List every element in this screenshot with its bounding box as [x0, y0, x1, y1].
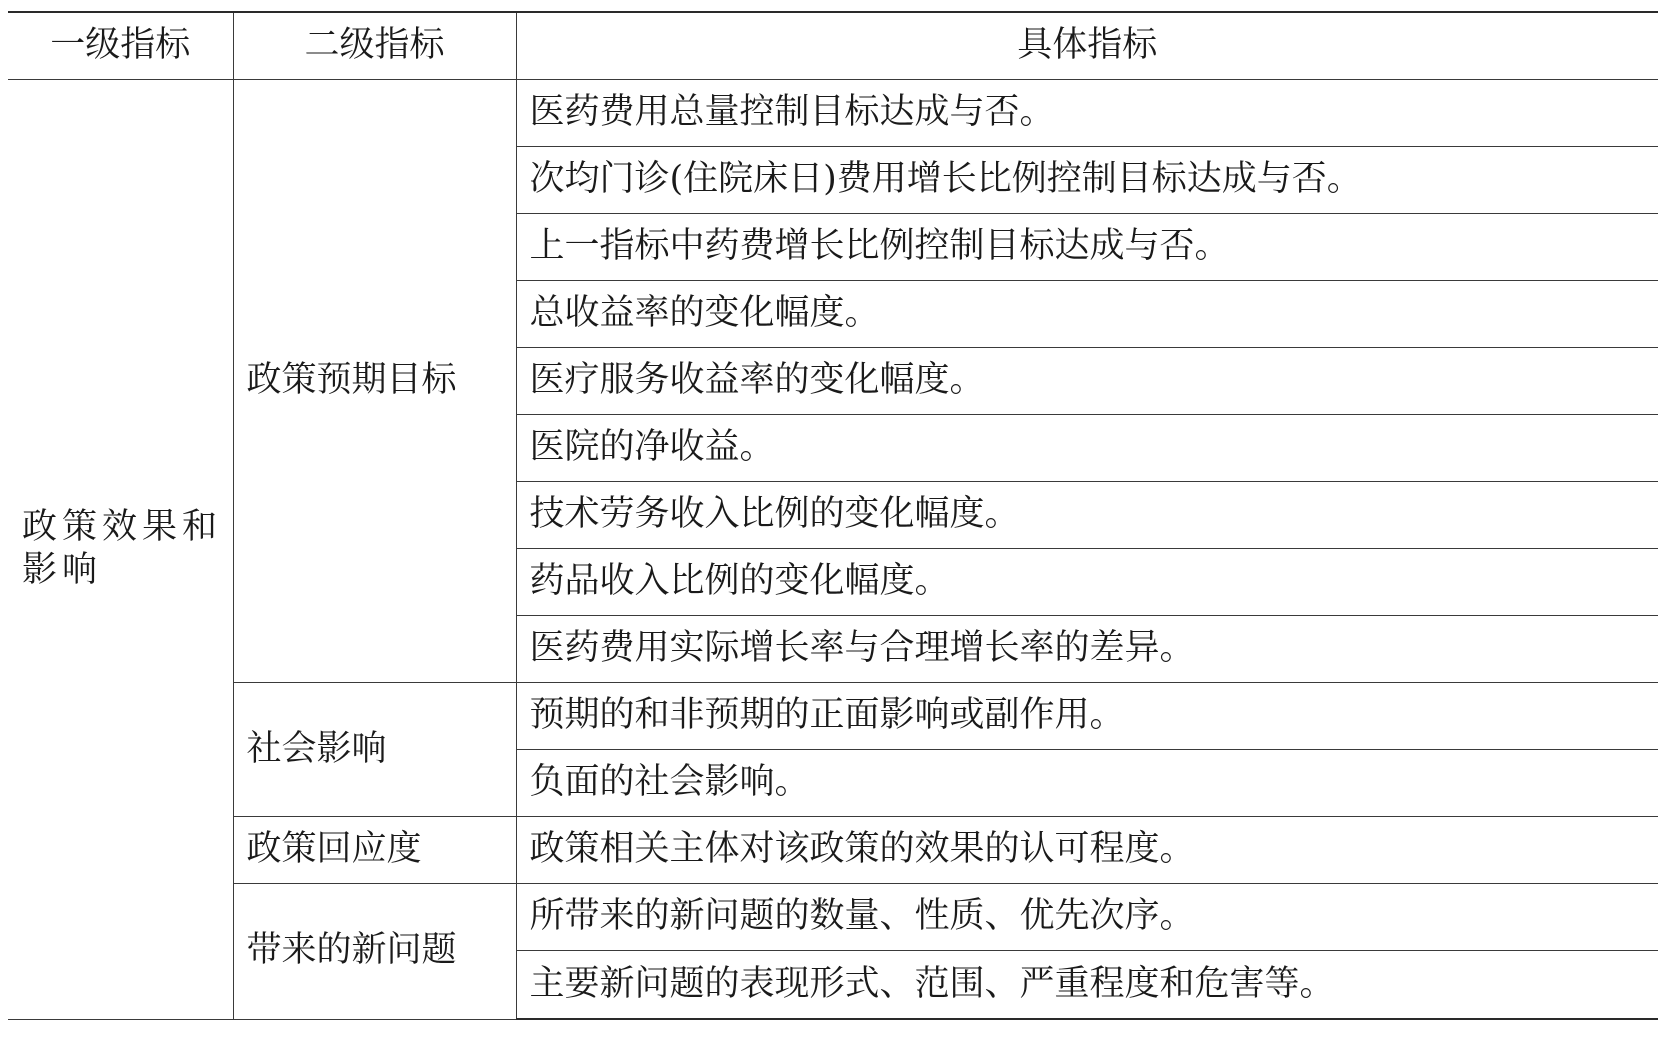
detail-cell: 医院的净收益。 — [516, 415, 1658, 482]
detail-cell: 次均门诊(住院床日)费用增长比例控制目标达成与否。 — [516, 147, 1658, 214]
detail-cell: 所带来的新问题的数量、性质、优先次序。 — [516, 884, 1658, 951]
indicator-table — [8, 11, 1658, 1020]
detail-cell: 上一指标中药费增长比例控制目标达成与否。 — [516, 214, 1658, 281]
detail-cell: 医药费用实际增长率与合理增长率的差异。 — [516, 616, 1658, 683]
header-level1: 一级指标 — [8, 12, 233, 80]
detail-cell: 主要新问题的表现形式、范围、严重程度和危害等。 — [516, 951, 1658, 1020]
header-detail: 具体指标 — [516, 12, 1658, 80]
detail-cell: 预期的和非预期的正面影响或副作用。 — [516, 683, 1658, 750]
detail-cell: 技术劳务收入比例的变化幅度。 — [516, 482, 1658, 549]
detail-cell: 政策相关主体对该政策的效果的认可程度。 — [516, 817, 1658, 884]
detail-cell: 总收益率的变化幅度。 — [516, 281, 1658, 348]
header-level2: 二级指标 — [233, 12, 516, 80]
table-row — [8, 884, 1658, 951]
table-row — [8, 817, 1658, 884]
header-row — [8, 12, 1658, 80]
table-row — [8, 80, 1658, 147]
detail-cell: 药品收入比例的变化幅度。 — [516, 549, 1658, 616]
level2-cell: 政策预期目标 — [233, 80, 516, 683]
level2-cell: 社会影响 — [233, 683, 516, 817]
level2-cell: 带来的新问题 — [233, 884, 516, 1020]
level1-cell: 政策效果和影响 — [8, 80, 233, 1020]
detail-cell: 负面的社会影响。 — [516, 750, 1658, 817]
detail-cell: 医疗服务收益率的变化幅度。 — [516, 348, 1658, 415]
table-row — [8, 683, 1658, 750]
detail-cell: 医药费用总量控制目标达成与否。 — [516, 80, 1658, 147]
level2-cell: 政策回应度 — [233, 817, 516, 884]
